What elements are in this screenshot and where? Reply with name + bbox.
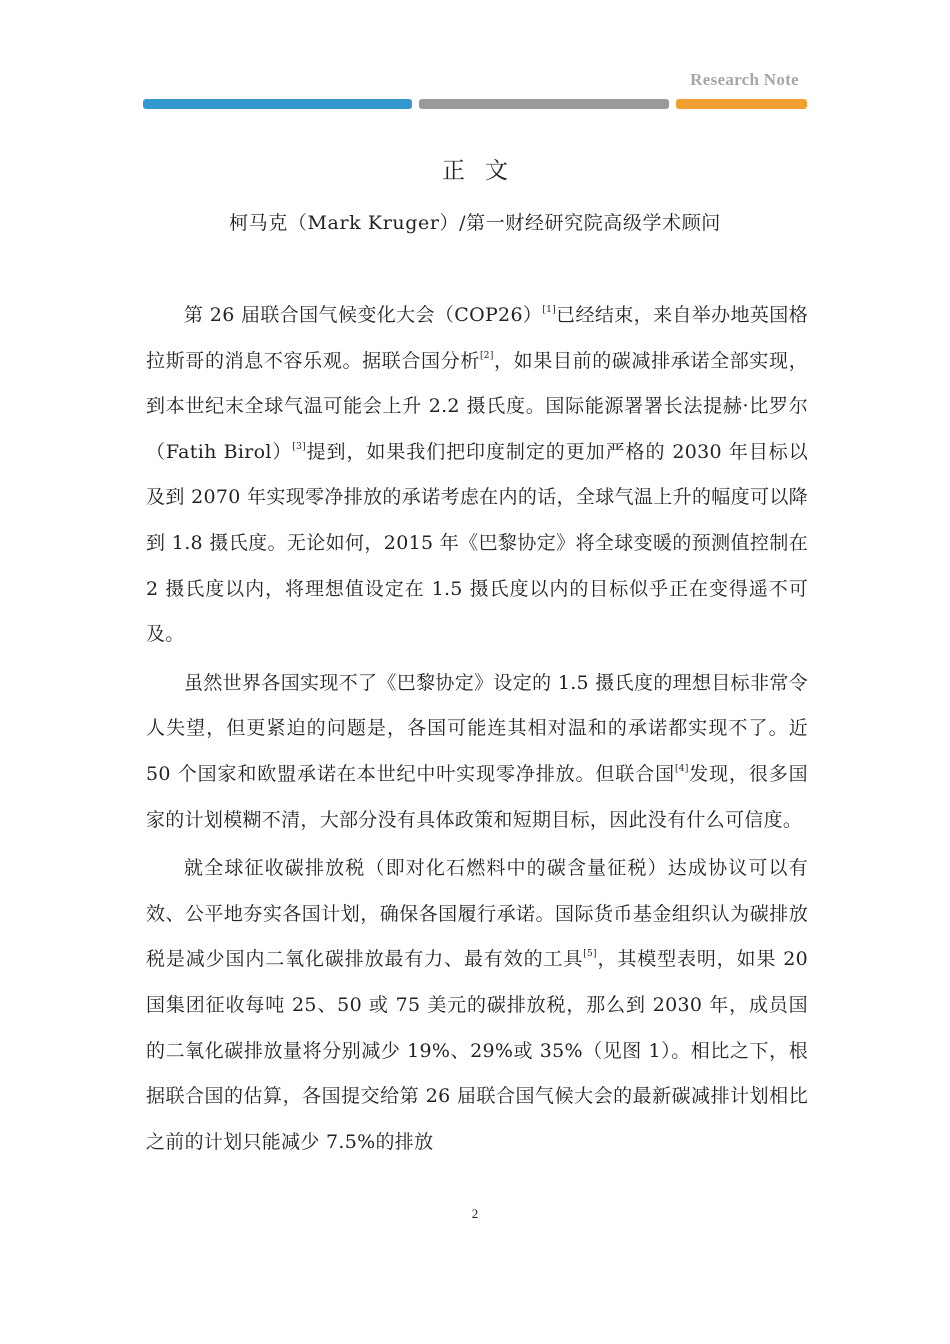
paragraph-text: 就全球征收碳排放税（即对化石燃料中的碳含量征税）达成协议可以有效、公平地夯实各国计划，确保各国履行承诺。国际货币基金组织认为碳排放税是减少国内二氧化碳排放最有力、最有效的工具 [146,857,808,971]
header-bar-gray [419,99,669,109]
paragraph-text: 已经结束，来自举办地英国格拉斯哥的消息不容乐观。据联合国分析 [146,304,808,372]
page-number: 2 [471,1206,479,1221]
paragraph-3 [146,846,808,1165]
paragraph-text: 第 26 届联合国气候变化大会（COP26） [184,304,543,326]
footnote-ref-1: [1] [542,305,556,315]
article-body [146,293,808,1168]
footnote-ref-5: [5] [583,949,597,960]
header-bar-blue [143,99,412,109]
author-line: 柯马克（Mark Kruger）/第一财经研究院高级学术顾问 [229,212,721,234]
paragraph-1 [146,293,808,658]
section-title: 正文 [442,158,528,184]
paragraph-text: 发现，很多国家的计划模糊不清，大部分没有具体政策和短期目标，因此没有什么可信度。 [146,762,808,831]
paragraph-text: 虽然世界各国实现不了《巴黎协定》设定的 1.5 摄氏度的理想目标非常令人失望，但更紧迫的问题是，各国可能连其相对温和的承诺都实现不了。近 50 个国家和欧盟承诺在本世纪中叶实现零净排放。但联合国 [146,671,808,785]
paragraph-text: ，其模型表明，如果 20 国集团征收每吨 25、50 或 75 美元的碳排放税，那么到 2030 年，成员国的二氧化碳排放量将分别减少 19%、29%或 35%（见图 1）。相比之下，根据联合国的估算，各国提交给第 26 届联合国气候大会的最新碳减排计划相比之前的计划只能减少 7.5%的排放 [146,948,808,1153]
paragraph-text: ，如果目前的碳减排承诺全部实现，到本世纪末全球气温可能会上升 2.2 摄氏度。国际能源署署长法提赫·比罗尔（Fatih Birol） [146,349,808,463]
header-label: Research Note [690,70,799,89]
paragraph-text: 提到，如果我们把印度制定的更加严格的 2030 年目标以及到 2070 年实现零净排放的承诺考虑在内的话，全球气温上升的幅度可以降到 1.8 摄氏度。无论如何，2015 年《巴黎协定》将全球变暖的预测值控制在 2 摄氏度以内，将理想值设定在 1.5 摄氏度以内的目标似乎正在变得遥不可及。 [146,440,809,646]
header-bar-orange [676,99,807,109]
footnote-ref-2: [2] [480,350,494,361]
footnote-ref-3: [3] [292,441,306,452]
paragraph-2 [146,661,808,843]
footnote-ref-4: [4] [674,763,689,774]
